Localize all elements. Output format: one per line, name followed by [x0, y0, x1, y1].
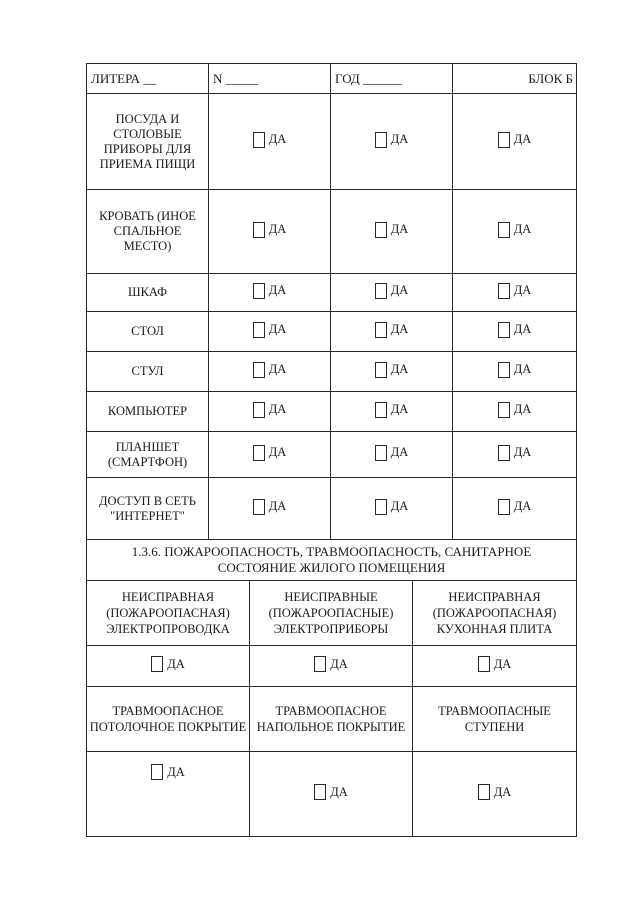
yes-checkbox[interactable]	[375, 445, 409, 461]
yes-checkbox[interactable]	[253, 222, 287, 238]
checkbox-box	[151, 764, 163, 780]
checkbox-box	[151, 656, 163, 672]
yes-checkbox[interactable]	[253, 445, 287, 461]
trauma-label-row	[87, 687, 577, 752]
yes-label: ДА	[513, 222, 532, 236]
yes-checkbox[interactable]	[498, 499, 532, 515]
checkbox-box	[253, 445, 265, 461]
yes-label: ДА	[268, 132, 287, 146]
yes-label: ДА	[390, 283, 409, 297]
yes-label: ДА	[513, 283, 532, 297]
checkbox-box	[375, 445, 387, 461]
assessment-form	[86, 63, 576, 837]
checkbox-box	[478, 656, 490, 672]
section-row	[87, 540, 577, 581]
yes-checkbox[interactable]	[478, 784, 512, 800]
hazard-checkbox-row	[87, 646, 577, 687]
checkbox-box	[498, 222, 510, 238]
table-row	[87, 478, 577, 540]
item-label: ПОСУДА И СТОЛОВЫЕ ПРИБОРЫ ДЛЯ ПРИЕМА ПИЩИ	[87, 94, 209, 190]
yes-label: ДА	[513, 445, 532, 459]
year-field[interactable]: ГОД ______	[331, 64, 453, 94]
litera-field[interactable]: ЛИТЕРА __	[87, 64, 209, 94]
checkbox-box	[253, 283, 265, 299]
yes-checkbox[interactable]	[151, 656, 185, 672]
yes-checkbox[interactable]	[375, 499, 409, 515]
yes-checkbox[interactable]	[375, 283, 409, 299]
trauma-label: ТРАВМООПАСНОЕ НАПОЛЬНОЕ ПОКРЫТИЕ	[250, 687, 413, 752]
yes-label: ДА	[167, 764, 185, 779]
yes-label: ДА	[330, 784, 348, 799]
checkbox-box	[375, 322, 387, 338]
yes-checkbox[interactable]	[314, 656, 348, 672]
table-row	[87, 190, 577, 274]
number-field[interactable]: N _____	[209, 64, 331, 94]
yes-label: ДА	[268, 222, 287, 236]
yes-label: ДА	[390, 499, 409, 513]
table-row	[87, 432, 577, 478]
yes-checkbox[interactable]	[375, 322, 409, 338]
yes-label: ДА	[390, 322, 409, 336]
yes-checkbox[interactable]	[253, 132, 287, 148]
checkbox-box	[375, 362, 387, 378]
table-row	[87, 352, 577, 392]
yes-checkbox[interactable]	[478, 656, 512, 672]
checkbox-box	[253, 362, 265, 378]
table-row	[87, 94, 577, 190]
checkbox-box	[253, 499, 265, 515]
checkbox-box	[314, 784, 326, 800]
item-label: ШКАФ	[87, 274, 209, 312]
yes-checkbox[interactable]	[498, 362, 532, 378]
yes-checkbox[interactable]	[375, 222, 409, 238]
yes-checkbox[interactable]	[375, 402, 409, 418]
yes-label: ДА	[513, 402, 532, 416]
item-label: ПЛАНШЕТ (СМАРТФОН)	[87, 432, 209, 478]
yes-checkbox[interactable]	[151, 764, 185, 780]
yes-label: ДА	[513, 499, 532, 513]
checkbox-box	[253, 322, 265, 338]
yes-checkbox[interactable]	[253, 322, 287, 338]
yes-checkbox[interactable]	[253, 283, 287, 299]
yes-checkbox[interactable]	[498, 132, 532, 148]
yes-label: ДА	[268, 402, 287, 416]
checkbox-box	[375, 132, 387, 148]
yes-label: ДА	[330, 656, 348, 671]
yes-label: ДА	[513, 132, 532, 146]
checkbox-box	[498, 132, 510, 148]
hazard-label-row	[87, 581, 577, 646]
yes-label: ДА	[268, 445, 287, 459]
checkbox-box	[498, 445, 510, 461]
yes-checkbox[interactable]	[498, 283, 532, 299]
checkbox-box	[375, 222, 387, 238]
checkbox-box	[375, 402, 387, 418]
hazard-table	[86, 539, 577, 837]
table-row	[87, 312, 577, 352]
checkbox-box	[478, 784, 490, 800]
checkbox-box	[498, 362, 510, 378]
yes-label: ДА	[390, 402, 409, 416]
item-label: СТУЛ	[87, 352, 209, 392]
item-label: КРОВАТЬ (ИНОЕ СПАЛЬНОЕ МЕСТО)	[87, 190, 209, 274]
yes-label: ДА	[268, 499, 287, 513]
table-row	[87, 274, 577, 312]
checkbox-box	[375, 499, 387, 515]
yes-checkbox[interactable]	[498, 222, 532, 238]
yes-label: ДА	[268, 362, 287, 376]
checkbox-box	[375, 283, 387, 299]
checkbox-box	[498, 283, 510, 299]
checkbox-box	[498, 322, 510, 338]
item-label: КОМПЬЮТЕР	[87, 392, 209, 432]
header-row	[87, 64, 577, 94]
yes-checkbox[interactable]	[375, 362, 409, 378]
section-title: 1.3.6. ПОЖАРООПАСНОСТЬ, ТРАВМООПАСНОСТЬ, САНИТАРНОЕ СОСТОЯНИЕ ЖИЛОГО ПОМЕЩЕНИЯ	[87, 540, 577, 581]
yes-label: ДА	[513, 362, 532, 376]
yes-checkbox[interactable]	[253, 362, 287, 378]
trauma-label: ТРАВМООПАСНЫЕ СТУПЕНИ	[413, 687, 577, 752]
equipment-table	[86, 63, 577, 540]
yes-checkbox[interactable]	[498, 445, 532, 461]
yes-checkbox[interactable]	[498, 402, 532, 418]
checkbox-box	[314, 656, 326, 672]
checkbox-box	[253, 402, 265, 418]
yes-label: ДА	[268, 322, 287, 336]
checkbox-box	[498, 402, 510, 418]
yes-label: ДА	[390, 445, 409, 459]
trauma-checkbox-row	[87, 752, 577, 837]
yes-checkbox[interactable]	[253, 402, 287, 418]
yes-label: ДА	[513, 322, 532, 336]
hazard-label: НЕИСПРАВНАЯ (ПОЖАРООПАСНАЯ) ЭЛЕКТРОПРОВОДКА	[87, 581, 250, 646]
yes-label: ДА	[390, 222, 409, 236]
yes-checkbox[interactable]	[498, 322, 532, 338]
item-label: ДОСТУП В СЕТЬ "ИНТЕРНЕТ"	[87, 478, 209, 540]
hazard-label: НЕИСПРАВНАЯ (ПОЖАРООПАСНАЯ) КУХОННАЯ ПЛИТА	[413, 581, 577, 646]
checkbox-box	[253, 132, 265, 148]
block-label: БЛОК Б	[453, 64, 577, 94]
yes-label: ДА	[390, 132, 409, 146]
item-label: СТОЛ	[87, 312, 209, 352]
checkbox-box	[253, 222, 265, 238]
yes-checkbox[interactable]	[253, 499, 287, 515]
trauma-label: ТРАВМООПАСНОЕ ПОТОЛОЧНОЕ ПОКРЫТИЕ	[87, 687, 250, 752]
yes-label: ДА	[493, 656, 512, 671]
yes-checkbox[interactable]	[375, 132, 409, 148]
hazard-label: НЕИСПРАВНЫЕ (ПОЖАРООПАСНЫЕ) ЭЛЕКТРОПРИБОРЫ	[250, 581, 413, 646]
yes-label: ДА	[390, 362, 409, 376]
table-row	[87, 392, 577, 432]
yes-checkbox[interactable]	[314, 784, 348, 800]
yes-label: ДА	[167, 656, 185, 671]
checkbox-box	[498, 499, 510, 515]
yes-label: ДА	[493, 784, 512, 799]
yes-label: ДА	[268, 283, 287, 297]
